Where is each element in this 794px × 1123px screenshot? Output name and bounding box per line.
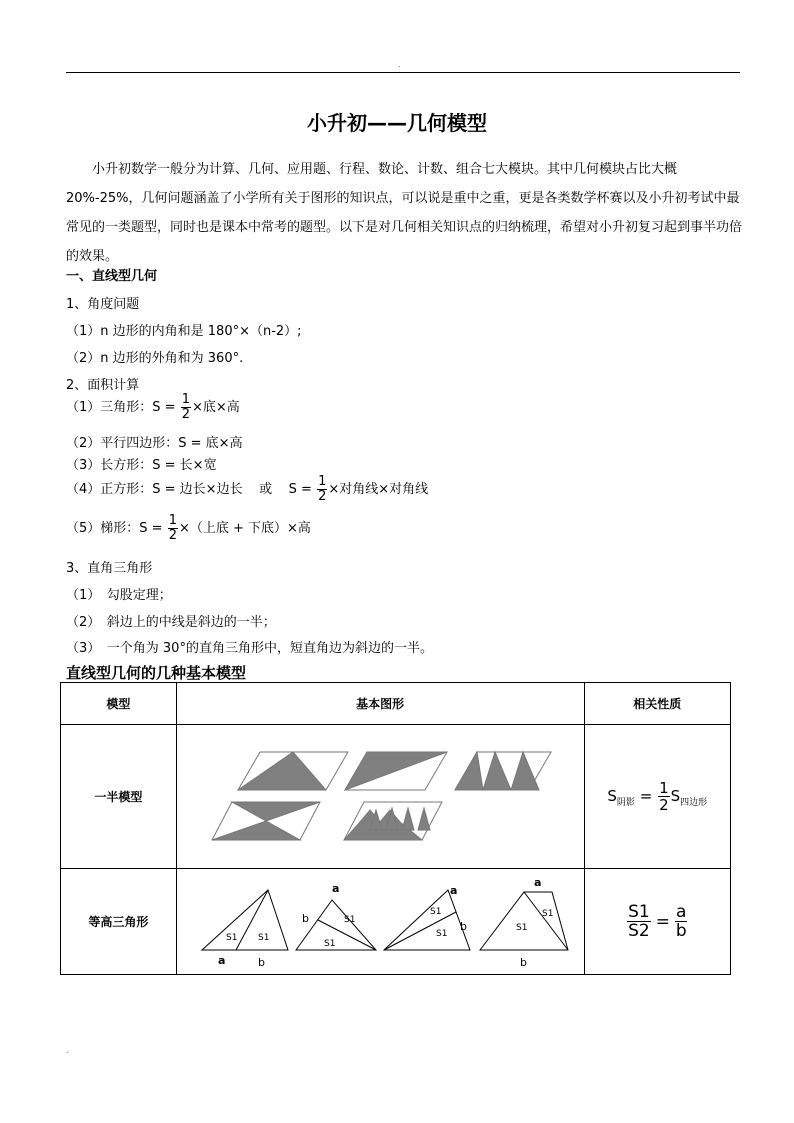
svg-text:a: a bbox=[218, 954, 226, 967]
model-name-half: 一半模型 bbox=[61, 725, 177, 869]
right-item-2: （2） 斜边上的中线是斜边的一半； bbox=[66, 615, 276, 630]
area-triangle-prefix: （1）三角形：S = bbox=[66, 400, 180, 415]
model-table bbox=[60, 682, 731, 975]
model-name-equal-height: 等高三角形 bbox=[61, 869, 177, 975]
area-triangle-suffix: ×底×高 bbox=[191, 400, 240, 415]
footer-mark: . bbox=[66, 1046, 69, 1055]
half-fraction: $\frac{1}{2}$ bbox=[168, 513, 177, 543]
half-fraction: $\frac{1}{2}$ bbox=[318, 474, 327, 504]
table-title: 直线型几何的几种基本模型 bbox=[66, 664, 247, 682]
half-model-property bbox=[584, 725, 730, 869]
svg-text:S1: S1 bbox=[516, 923, 528, 933]
equal-height-diagram bbox=[180, 870, 580, 970]
svg-text:S1: S1 bbox=[436, 929, 448, 939]
table-header-row bbox=[61, 683, 731, 725]
area-heading: 2、面积计算 bbox=[66, 378, 140, 393]
svg-text:S1: S1 bbox=[324, 939, 336, 949]
header-mark: . bbox=[398, 60, 401, 69]
svg-text:a: a bbox=[450, 884, 458, 897]
equal-height-formula: $\frac{S1}{S2}$ = $\frac{a}{b}$ bbox=[628, 902, 687, 941]
svg-text:b: b bbox=[520, 956, 528, 969]
header-rule bbox=[66, 72, 740, 73]
svg-text:b: b bbox=[258, 956, 266, 969]
area-rectangle: （3）长方形：S = 长×宽 bbox=[66, 458, 217, 473]
svg-text:S1: S1 bbox=[344, 915, 356, 925]
area-trapezoid: （5）梯形：S = $\frac{1}{2}$ ×（上底 + 下底）×高 bbox=[66, 513, 311, 543]
section1-heading: 一、直线型几何 bbox=[66, 269, 158, 284]
table-row bbox=[61, 725, 731, 869]
half-model-figures bbox=[176, 725, 584, 869]
svg-text:b: b bbox=[460, 920, 468, 933]
svg-text:S1: S1 bbox=[542, 909, 554, 919]
equal-height-property bbox=[584, 869, 730, 975]
header-model: 模型 bbox=[61, 683, 177, 725]
table-row bbox=[61, 869, 731, 975]
svg-text:a: a bbox=[534, 876, 542, 889]
svg-text:S1: S1 bbox=[226, 933, 238, 943]
intro-paragraph: 小升初数学一般分为计算、几何、应用题、行程、数论、计数、组合七大模块。其中几何模块占比大概20%-25%，几何问题涵盖了小学所有关于图形的知识点，可以说是重中之重，更是各类数学杯赛以及小升初考试中最常见的一类题型，同时也是课本中常考的题型。以下是对几何相关知识点的归纳梳理，希望对小升初复习起到事半功倍的效果。 bbox=[66, 162, 743, 264]
header-property: 相关性质 bbox=[584, 683, 730, 725]
angle-item-1: （1）n 边形的内角和是 180°×（n-2）; bbox=[66, 324, 302, 339]
right-item-1: （1） 勾股定理； bbox=[66, 588, 172, 603]
area-triangle bbox=[66, 393, 240, 422]
equal-height-figures bbox=[176, 869, 584, 975]
header-figure: 基本图形 bbox=[176, 683, 584, 725]
right-item-3: （3） 一个角为 30°的直角三角形中，短直角边为斜边的一半。 bbox=[66, 641, 433, 656]
svg-text:b: b bbox=[302, 912, 310, 925]
svg-text:a: a bbox=[332, 882, 340, 895]
svg-text:S1: S1 bbox=[258, 933, 270, 943]
half-fraction: $\frac{1}{2}$ bbox=[181, 392, 190, 422]
area-parallelogram: （2）平行四边形：S = 底×高 bbox=[66, 436, 243, 451]
angle-item-2: （2）n 边形的外角和为 360°. bbox=[66, 351, 244, 366]
half-model-diagram bbox=[180, 730, 580, 860]
right-triangle-heading: 3、直角三角形 bbox=[66, 561, 153, 576]
half-model-formula: $S_{阴影}$ = $\frac{1}{2}$ $S_{四边形}$ bbox=[607, 779, 708, 814]
page-title: 小升初——几何模型 bbox=[307, 111, 487, 135]
svg-text:S1: S1 bbox=[430, 907, 442, 917]
area-square: （4）正方形：S = 边长×边长 或 S = $\frac{1}{2}$ ×对角线×对角线 bbox=[66, 474, 429, 504]
angle-heading: 1、角度问题 bbox=[66, 297, 140, 312]
